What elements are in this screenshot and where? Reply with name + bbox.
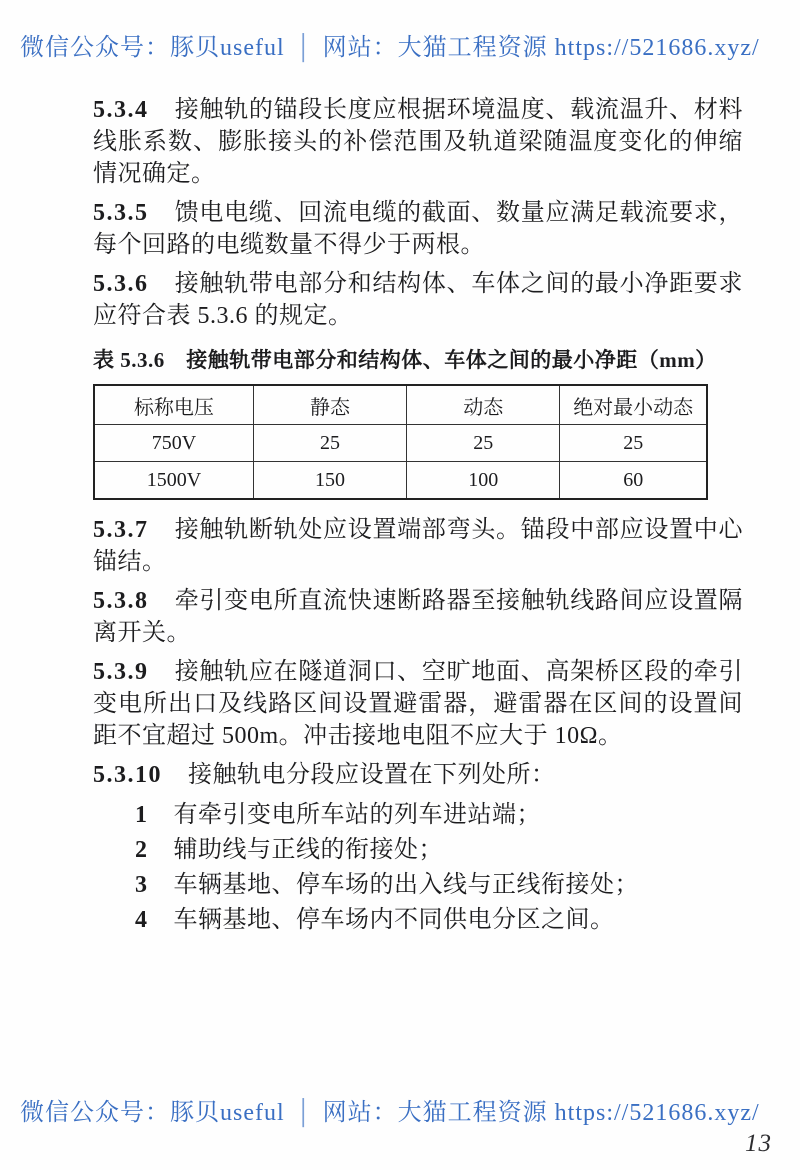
section-5-3-10 (93, 759, 743, 791)
table-cell: 60 (560, 462, 707, 500)
list-item-number: 1 (135, 802, 148, 828)
table-5-3-6-block (93, 344, 717, 500)
watermark-top (20, 27, 760, 62)
section-number: 5.3.4 (93, 97, 149, 123)
table-5-3-6 (93, 384, 708, 500)
list-item-text: 车辆基地、停车场的出入线与正线衔接处； (173, 872, 639, 898)
watermark-divider: │ (294, 35, 313, 61)
table-header-row (94, 385, 707, 425)
list-item (93, 798, 743, 833)
table-row (94, 462, 707, 500)
section-number: 5.3.7 (93, 517, 149, 543)
table-cell: 25 (560, 425, 707, 462)
section-text: 馈电电缆、回流电缆的截面、数量应满足载流要求，每个回路的电缆数量不得少于两根。 (93, 200, 743, 258)
section-5-3-8 (93, 585, 743, 649)
section-text: 接触轨带电部分和结构体、车体之间的最小净距要求应符合表 5.3.6 的规定。 (93, 271, 743, 329)
section-text: 接触轨的锚段长度应根据环境温度、载流温升、材料线胀系数、膨胀接头的补偿范围及轨道梁随温度变化的伸缩情况确定。 (93, 97, 743, 187)
table-header-static: 静态 (253, 385, 406, 425)
table-cell: 25 (253, 425, 406, 462)
section-5-3-7 (93, 514, 743, 578)
table-header-dynamic: 动态 (407, 385, 560, 425)
section-text: 接触轨断轨处应设置端部弯头。锚段中部应设置中心锚结。 (93, 517, 743, 575)
table-cell: 25 (407, 425, 560, 462)
watermark-wechat-label: 微信公众号：豚贝useful (20, 1100, 285, 1126)
section-number: 5.3.6 (93, 271, 149, 297)
section-5-3-4 (93, 94, 743, 190)
section-number: 5.3.8 (93, 588, 149, 614)
list-item (93, 903, 743, 938)
list-item (93, 868, 743, 903)
table-cell: 1500V (94, 462, 253, 500)
watermark-site-link: 网站：大猫工程资源 https://521686.xyz/ (322, 1100, 760, 1126)
section-text: 接触轨应在隧道洞口、空旷地面、高架桥区段的牵引变电所出口及线路区间设置避雷器，避雷器在区间的设置间距不宜超过 500m。冲击接地电阻不应大于 10Ω。 (93, 659, 743, 749)
table-row (94, 425, 707, 462)
table-cell: 750V (94, 425, 253, 462)
watermark-site-link: 网站：大猫工程资源 https://521686.xyz/ (322, 35, 760, 61)
section-number: 5.3.5 (93, 200, 149, 226)
section-number: 5.3.9 (93, 659, 149, 685)
page-number: 13 (745, 1130, 772, 1157)
section-5-3-6 (93, 268, 743, 332)
document-body (93, 94, 743, 938)
table-title: 表 5.3.6 接触轨带电部分和结构体、车体之间的最小净距（mm） (93, 348, 717, 372)
section-5-3-9 (93, 656, 743, 752)
list-item-text: 辅助线与正线的衔接处； (173, 837, 443, 863)
watermark-bottom (20, 1092, 760, 1127)
watermark-wechat-label: 微信公众号：豚贝useful (20, 35, 285, 61)
list-item-number: 2 (135, 837, 148, 863)
clause-list (93, 798, 743, 938)
table-cell: 150 (253, 462, 406, 500)
section-5-3-5 (93, 197, 743, 261)
table-cell: 100 (407, 462, 560, 500)
list-item-number: 4 (135, 907, 148, 933)
list-item-number: 3 (135, 872, 148, 898)
table-header-voltage: 标称电压 (94, 385, 253, 425)
table-header-abs-min-dynamic: 绝对最小动态 (560, 385, 707, 425)
section-number: 5.3.10 (93, 762, 162, 788)
list-item (93, 833, 743, 868)
section-text: 接触轨电分段应设置在下列处所： (188, 762, 556, 788)
watermark-divider: │ (294, 1100, 313, 1126)
list-item-text: 车辆基地、停车场内不同供电分区之间。 (173, 907, 615, 933)
section-text: 牵引变电所直流快速断路器至接触轨线路间应设置隔离开关。 (93, 588, 743, 646)
list-item-text: 有牵引变电所车站的列车进站端； (173, 802, 541, 828)
